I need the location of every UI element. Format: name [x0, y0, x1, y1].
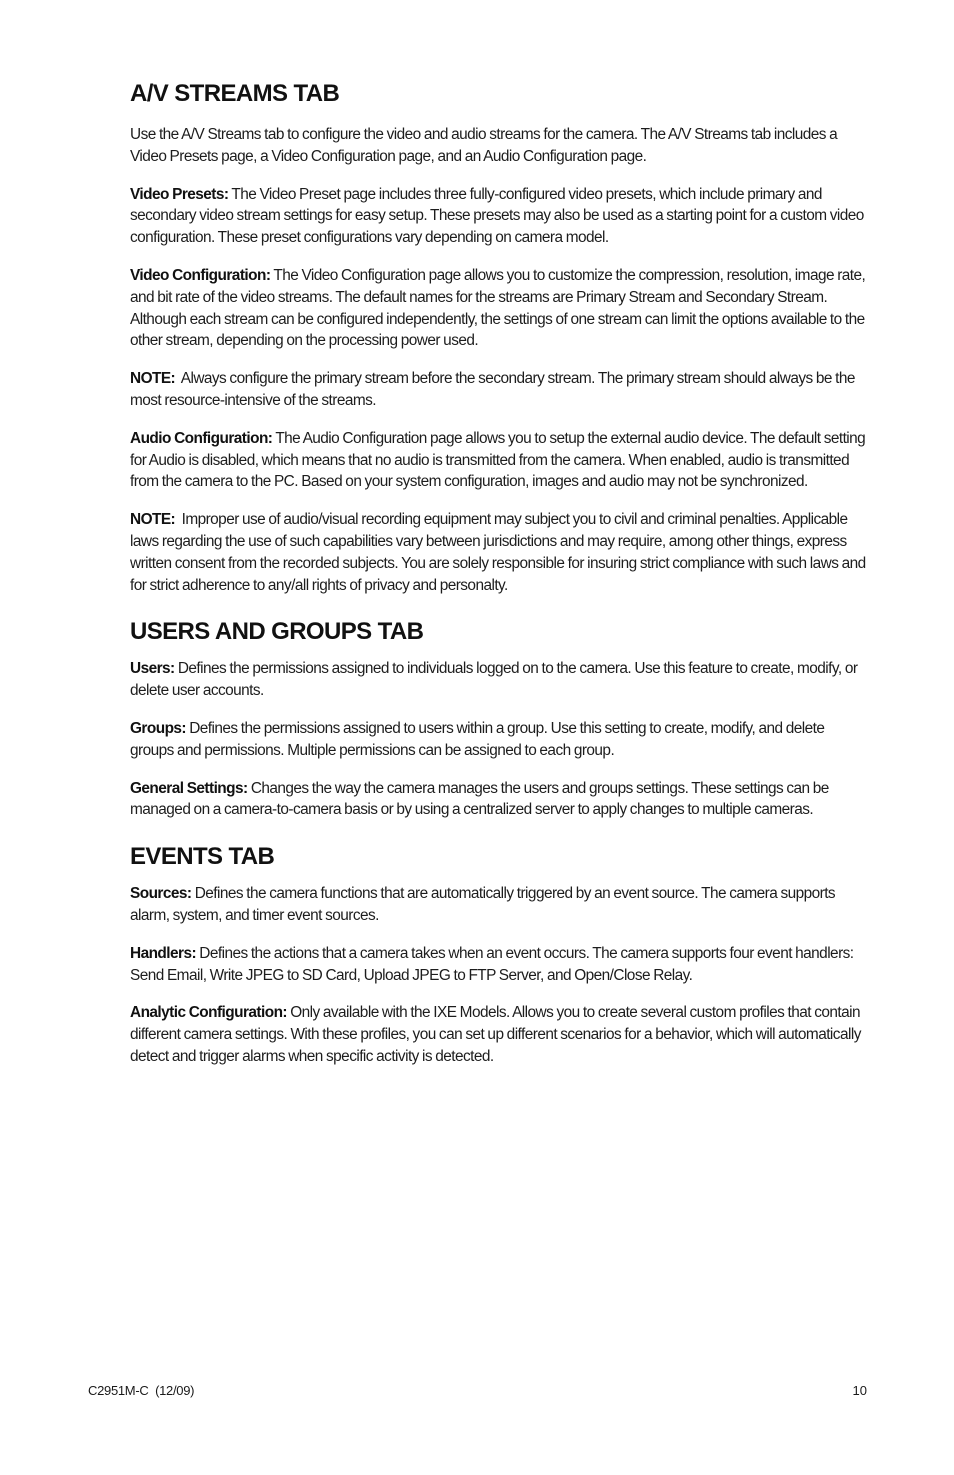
term-label: Groups:	[130, 719, 186, 737]
footer-page-number: 10	[852, 1383, 867, 1398]
paragraph-groups	[130, 718, 868, 762]
paragraph-general-settings	[130, 778, 868, 822]
paragraph-sources	[130, 883, 868, 927]
term-label: NOTE:	[130, 511, 176, 529]
paragraph-video-presets	[130, 184, 868, 249]
paragraph-text: Defines the permissions assigned to users within a group. Use this setting to create, modify, and delete groups and permissions. Multiple permissions can be assigned to each group.	[130, 719, 825, 759]
paragraph-text: Always configure the primary stream before the secondary stream. The primary stream should always be the most resource-intensive of the streams.	[130, 370, 859, 409]
term-label: Sources:	[130, 885, 192, 903]
paragraph-text: Defines the actions that a camera takes when an event occurs. The camera supports four event handlers: Send Email, Write JPEG to SD Card, Upload JPEG to FTP Server, and Open/Close Relay.	[130, 944, 854, 984]
paragraph-note-recording-laws	[130, 509, 868, 596]
term-label: Analytic Configuration:	[130, 1004, 287, 1022]
paragraph-text: The Video Configuration page allows you to customize the compression, resolution, image rate, and bit rate of the video streams. The default names for the streams are Primary Stream and Secondary Stream. Although each stream can be configured independently, the settings of one stream can limit the options available to the other stream, depending on the processing power used.	[130, 266, 866, 350]
paragraph-text: The Audio Configuration page allows you to setup the external audio device. The default setting for Audio is disabled, which means that no audio is transmitted from the camera. When enabled, audio is transmitted from the camera to the PC. Based on your system configuration, images and audio may not be synchronized.	[130, 429, 866, 491]
term-label: Users:	[130, 660, 175, 678]
term-label: Video Presets:	[130, 185, 229, 203]
term-label: General Settings:	[130, 779, 248, 797]
paragraph-text: The Video Preset page includes three fully-configured video presets, which include primary and secondary video stream settings for easy setup. These presets may also be used as a starting point for a custom video configuration. These preset configurations vary depending on camera model.	[130, 185, 864, 247]
section-title-av-streams: A/V STREAMS TAB	[130, 80, 340, 107]
term-label: Video Configuration:	[130, 266, 271, 284]
paragraph-text: Improper use of audio/visual recording equipment may subject you to civil and criminal penalties. Applicable laws regarding the use of such capabilities vary between jurisdictions and may require, among other things, express written consent from the recorded subjects. You are solely responsible for insuring strict compliance with such laws and for strict adherence to any/all rights of privacy and personalty.	[130, 511, 869, 594]
paragraph-av-streams-intro	[130, 124, 868, 168]
section-title-users-groups: USERS AND GROUPS TAB	[130, 618, 424, 646]
paragraph-analytic-configuration	[130, 1002, 868, 1067]
paragraph-audio-configuration	[130, 428, 868, 493]
paragraph-handlers	[130, 943, 868, 987]
section-title-events: EVENTS TAB	[130, 843, 275, 871]
paragraph-users	[130, 658, 868, 702]
paragraph-text: Defines the permissions assigned to individuals logged on to the camera. Use this feature to create, modify, or delete user accounts.	[130, 660, 858, 700]
term-label: Handlers:	[130, 944, 197, 962]
paragraph-text: Defines the camera functions that are automatically triggered by an event source. The camera supports alarm, system, and timer event sources.	[130, 885, 836, 924]
paragraph-text: Only available with the IXE Models. Allows you to create several custom profiles that contain different camera settings. With these profiles, you can set up different scenarios for a behavior, which will automatically detect and trigger alarms when specific activity is detected.	[130, 1004, 861, 1065]
footer-doc-code: C2951M-C (12/09)	[88, 1383, 195, 1398]
paragraph-note-primary-stream	[130, 368, 868, 412]
paragraph-text: Use the A/V Streams tab to configure the video and audio streams for the camera. The A/V Streams tab includes a Video Presets page, a Video Configuration page, and an Audio Configuration page.	[130, 126, 838, 165]
paragraph-video-configuration	[130, 265, 868, 352]
term-label: NOTE:	[130, 370, 176, 388]
document-body	[130, 78, 868, 1084]
paragraph-text: Changes the way the camera manages the users and groups settings. These settings can be managed on a camera-to-camera basis or by using a centralized server to apply changes to multiple cameras.	[130, 779, 829, 819]
term-label: Audio Configuration:	[130, 429, 273, 447]
